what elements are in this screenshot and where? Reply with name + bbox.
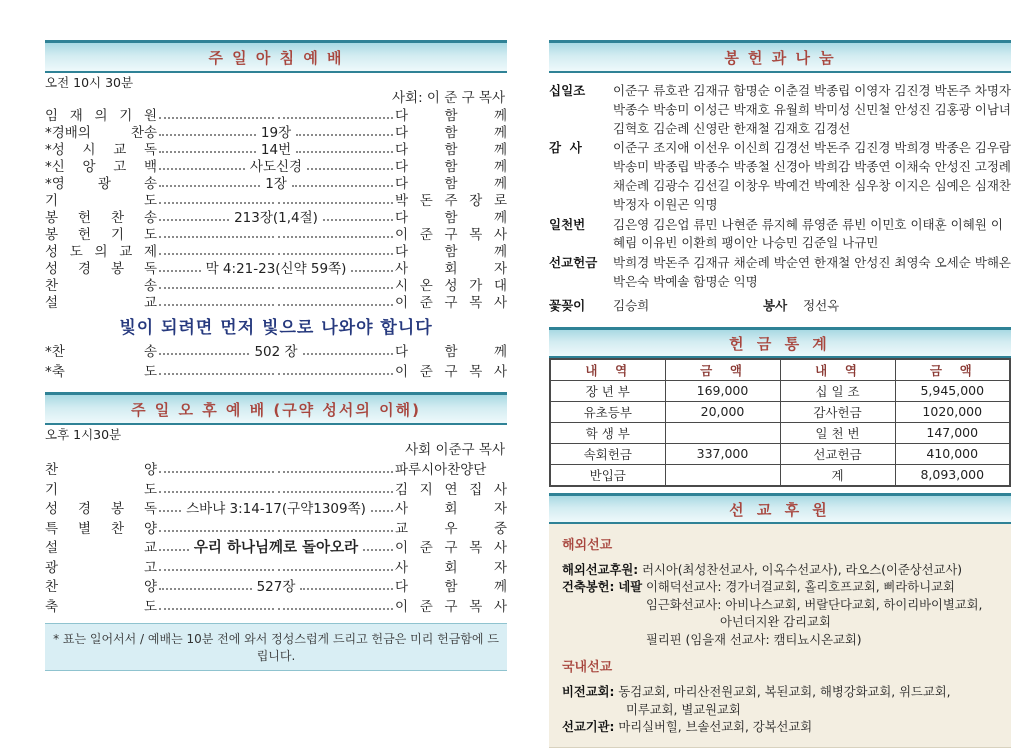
stat-amount: 5,945,000	[895, 380, 1010, 401]
offering-names: 이준구 류호관 김재규 함명순 이춘걸 박종립 이영자 김진경 박돈주 차명자 박종수 박송미 이성근 박재호 유월희 박미성 신민철 안성진 김홍광 이남녀 김혁호 김순례 신영란 한재철 김재호 김경선	[613, 83, 1012, 136]
dotted-leader	[157, 483, 276, 497]
stat-category: 선교헌금	[780, 443, 895, 464]
bulletin-left-page	[45, 40, 507, 671]
afternoon-service-order	[45, 462, 507, 615]
service-row	[45, 159, 507, 175]
offering-statistics-table	[549, 358, 1011, 487]
offering-lists	[549, 82, 1011, 315]
mission-org-text: 마리실버힐, 브솔선교회, 강복선교회	[618, 720, 813, 735]
stat-category: 속회헌금	[550, 443, 665, 464]
service-item-label: 봉 헌 기 도	[45, 227, 157, 243]
stat-category: 반입금	[550, 464, 665, 486]
stat-category: 장 년 부	[550, 380, 665, 401]
service-item-person: 이 준 구 목 사	[395, 227, 507, 243]
dotted-leader	[157, 143, 258, 157]
stat-category: 일 천 번	[780, 422, 895, 443]
morning-service-header: 주 일 아 침 예 배	[45, 40, 507, 73]
bulletin-right-page	[549, 40, 1011, 748]
service-row	[45, 210, 507, 226]
dotted-leader	[157, 522, 276, 536]
dotted-leader	[157, 160, 247, 174]
stat-amount: 1020,000	[895, 401, 1010, 422]
flower-name: 김승희	[613, 297, 650, 313]
mission-org-line	[562, 719, 998, 737]
service-item-person: 이 준 구 목 사	[395, 540, 507, 556]
offering-statistics-header: 헌 금 통 계	[549, 327, 1011, 358]
offering-category-label: 일천번	[549, 216, 586, 232]
dotted-leader	[276, 279, 395, 293]
service-item-person: 사 회 자	[395, 559, 507, 576]
column-header: 금 액	[665, 359, 780, 381]
table-row	[550, 422, 1010, 443]
dotted-leader	[157, 345, 251, 359]
service-row	[45, 501, 507, 518]
stat-amount: 8,093,000	[895, 464, 1010, 486]
stat-amount: 147,000	[895, 422, 1010, 443]
service-item-label: *성 시 교 독	[45, 142, 157, 158]
offering-entry	[549, 82, 1011, 138]
service-item-label: 찬 양	[45, 462, 157, 478]
service-item-label: *찬 송	[45, 344, 157, 360]
service-item-label: 찬 송	[45, 278, 157, 294]
service-item-detail: 사도신경	[249, 159, 303, 175]
worship-footnote: * 표는 일어서서 / 예배는 10분 전에 와서 정성스럽게 드리고 헌금은 미리 헌금함에 드립니다.	[45, 623, 507, 671]
service-name: 정선옥	[803, 297, 840, 313]
stat-category: 계	[780, 464, 895, 486]
service-row	[45, 521, 507, 538]
vision-church-label: 비전교회:	[562, 685, 615, 700]
offering-entry	[549, 139, 1011, 214]
afternoon-sermon-title: 우리 하나님께로 돌아오라	[193, 540, 359, 556]
stat-category: 유초등부	[550, 401, 665, 422]
building-offering-line	[562, 579, 998, 597]
dotted-leader	[157, 581, 254, 595]
service-row	[45, 344, 507, 360]
overseas-support-label: 해외선교후원:	[562, 562, 639, 577]
morning-closing-order	[45, 344, 507, 380]
dotted-leader	[157, 126, 258, 140]
column-header: 내 역	[550, 359, 665, 381]
mission-support-header: 선 교 후 원	[549, 493, 1011, 524]
vision-church-line2: 미루교회, 별교원교회	[626, 702, 741, 717]
dotted-leader	[276, 600, 395, 614]
service-item-label: 설 교	[45, 540, 157, 556]
service-row	[45, 364, 507, 380]
service-item-label: 성 경 봉 독	[45, 261, 157, 277]
service-item-label: *경배의 찬송	[45, 125, 157, 141]
service-item-detail: 19장	[260, 125, 292, 141]
service-item-label: 임 재 의 기 원	[45, 108, 157, 124]
overseas-support-text: 러시아(최성찬선교사, 이옥수선교사), 라오스(이준상선교사)	[642, 562, 963, 577]
service-item-person: 파루시아찬양단	[395, 462, 487, 478]
service-item-person: 다 함 께	[395, 125, 508, 141]
service-item-detail: 213장(1,4절)	[234, 210, 318, 226]
service-item-person: 이 준 구 목 사	[395, 364, 507, 380]
service-item-person: 다 함 께	[395, 108, 507, 124]
table-row	[550, 443, 1010, 464]
morning-service-moderator: 사회: 이 준 구 목사	[391, 90, 505, 106]
dotted-leader	[276, 109, 395, 123]
morning-service-time: 오전 10시 30분	[45, 75, 134, 90]
offering-category-label: 십일조	[549, 83, 586, 98]
building-text: 이해덕선교사: 경가너걸교회, 홀리호프교회, 삐라하니교회	[646, 580, 955, 595]
afternoon-service-time: 오후 1시30분	[45, 427, 122, 442]
service-row	[45, 462, 507, 479]
service-row	[45, 176, 507, 192]
dotted-leader	[276, 228, 395, 242]
dotted-leader	[294, 126, 395, 140]
service-row	[45, 108, 507, 124]
dotted-leader	[157, 365, 276, 379]
service-item-detail: 막 4:21-23(신약 59쪽)	[205, 261, 347, 277]
dotted-leader	[157, 262, 203, 276]
offering-entry	[549, 254, 1011, 292]
vision-church-line	[562, 684, 998, 702]
mission-support-content	[549, 524, 1011, 748]
service-item-label: *영 광 송	[45, 176, 157, 192]
building-line2: 임근화선교사: 아비나스교회, 버랄단다교회, 하이리바이별교회,	[646, 597, 983, 612]
service-row	[45, 244, 507, 260]
service-item-person: 다 함 께	[395, 142, 508, 158]
offering-statistics	[549, 327, 1011, 487]
table-row	[550, 380, 1010, 401]
flower-label: 꽃꽂이	[549, 297, 586, 313]
dotted-leader	[276, 365, 395, 379]
service-item-label: 기 도	[45, 481, 157, 498]
service-row	[45, 560, 507, 577]
dotted-leader	[157, 177, 262, 191]
service-item-person: 교 우 중	[395, 520, 507, 537]
table-row	[550, 401, 1010, 422]
offering-entry	[549, 216, 1011, 254]
stat-amount	[665, 464, 780, 486]
service-item-label: 성 경 봉 독	[45, 501, 157, 517]
dotted-leader	[361, 542, 395, 556]
service-row	[45, 540, 507, 557]
dotted-leader	[157, 109, 276, 123]
building-line4: 필리핀 (임을재 선교사: 캠티뇨시온교회)	[646, 632, 862, 647]
service-item-detail: 1장	[265, 176, 287, 192]
dotted-leader	[157, 464, 276, 478]
offering-category-label: 감 사	[549, 140, 582, 156]
table-header-row	[550, 359, 1010, 381]
dotted-leader	[276, 464, 395, 478]
dotted-leader	[290, 177, 395, 191]
stat-category: 감사헌금	[780, 401, 895, 422]
stat-category: 학 생 부	[550, 422, 665, 443]
sermon-title: 빛이 되려면 먼저 빛으로 나와야 합니다	[119, 318, 433, 338]
offering-names: 김은영 김은업 류민 나현준 류지혜 류영준 류빈 이민호 이태훈 이혜원 이혜림 이유빈 이환희 팽이안 나승민 김준일 나규민	[613, 216, 1003, 251]
dotted-leader	[276, 561, 395, 575]
dotted-leader	[157, 211, 231, 225]
service-item-person: 시 온 성 가 대	[395, 278, 507, 294]
service-item-label: 광 고	[45, 559, 157, 576]
stat-amount: 410,000	[895, 443, 1010, 464]
dotted-leader	[294, 143, 395, 157]
dotted-leader	[369, 503, 395, 517]
service-item-person: 박 돈 주 장 로	[395, 193, 507, 209]
dotted-leader	[276, 194, 395, 208]
table-row	[550, 464, 1010, 486]
dotted-leader	[276, 296, 395, 310]
domestic-mission-heading: 국내선교	[562, 660, 613, 676]
service-row	[45, 193, 507, 209]
mission-org-label: 선교기관:	[562, 720, 615, 735]
service-row	[45, 482, 507, 499]
service-item-label: 축 도	[45, 598, 157, 615]
dotted-leader	[276, 245, 395, 259]
service-item-person: 사 회 자	[395, 501, 508, 517]
offering-sharing-header: 봉 헌 과 나 눔	[549, 40, 1011, 73]
service-item-person: 다 함 께	[395, 210, 508, 226]
dotted-leader	[157, 296, 276, 310]
service-item-person: 다 함 께	[395, 344, 508, 360]
dotted-leader	[157, 194, 276, 208]
service-item-detail: 14번	[260, 142, 292, 158]
service-row	[45, 278, 507, 294]
dotted-leader	[305, 160, 395, 174]
afternoon-service-header: 주 일 오 후 예 배 (구약 성서의 이해)	[45, 392, 507, 425]
dotted-leader	[157, 600, 276, 614]
stat-amount: 337,000	[665, 443, 780, 464]
service-row	[45, 227, 507, 243]
afternoon-service-moderator: 사회 이준구 목사	[405, 442, 505, 458]
service-row	[45, 142, 507, 158]
dotted-leader	[276, 522, 395, 536]
service-item-person: 김 지 연 집 사	[395, 481, 507, 498]
service-item-label: *축 도	[45, 364, 157, 380]
service-item-label: *신 앙 고 백	[45, 159, 157, 175]
overseas-support-line	[562, 562, 998, 580]
building-offering-label: 건축봉헌:	[562, 580, 615, 595]
service-item-person: 다 함 께	[395, 159, 508, 175]
service-row	[45, 579, 507, 596]
dotted-leader	[157, 245, 276, 259]
mission-support	[549, 493, 1011, 748]
service-item-person: 다 함 께	[395, 176, 508, 192]
dotted-leader	[298, 581, 395, 595]
stat-amount: 20,000	[665, 401, 780, 422]
offering-category-label: 선교헌금	[549, 255, 598, 271]
dotted-leader	[301, 345, 395, 359]
service-label: 봉사	[763, 297, 788, 313]
dotted-leader	[321, 211, 395, 225]
dotted-leader	[157, 279, 276, 293]
dotted-leader	[157, 503, 183, 517]
offering-names: 이준구 조지애 이선우 이신희 김경선 박돈주 김진경 박희경 박종은 김우람 박송미 박종립 박종수 박종철 신경아 박희감 박종연 이채숙 안성진 고정례 채순례 김광수 김선길 이창우 박예건 박예찬 심우창 이지은 심예은 심재찬 박정자 이원곤 익명	[613, 140, 1012, 212]
dotted-leader	[157, 542, 191, 556]
service-item-detail: 527장	[256, 579, 296, 595]
morning-service-order	[45, 108, 507, 311]
service-row	[45, 261, 507, 277]
overseas-mission-heading: 해외선교	[562, 537, 613, 553]
service-item-label: 기 도	[45, 193, 157, 209]
flower-service-row	[549, 297, 1011, 315]
dotted-leader	[276, 483, 395, 497]
service-row	[45, 599, 507, 616]
dotted-leader	[157, 561, 276, 575]
service-item-detail: 502 장	[254, 344, 298, 360]
service-row	[45, 125, 507, 141]
service-item-label: 성 도 의 교 제	[45, 244, 157, 260]
service-item-person: 이 준 구 목 사	[395, 598, 507, 615]
service-item-person: 다 함 께	[395, 579, 507, 595]
building-line3: 아넌더지완 감리교회	[720, 615, 831, 630]
building-country: 네팔	[618, 580, 643, 595]
service-item-label: 특 별 찬 양	[45, 520, 157, 537]
dotted-leader	[157, 228, 276, 242]
vision-church-text: 동검교회, 마리산전원교회, 복된교회, 해병강화교회, 위드교회,	[618, 685, 951, 700]
service-item-person: 사 회 자	[395, 261, 508, 277]
service-item-person: 이 준 구 목 사	[395, 295, 507, 311]
service-item-person: 다 함 께	[395, 244, 507, 260]
stat-category: 십 일 조	[780, 380, 895, 401]
service-item-label: 찬 양	[45, 579, 157, 595]
service-item-detail: 스바냐 3:14-17(구약1309쪽)	[186, 501, 366, 517]
column-header: 내 역	[780, 359, 895, 381]
stat-amount: 169,000	[665, 380, 780, 401]
column-header: 금 액	[895, 359, 1010, 381]
service-item-label: 설 교	[45, 295, 157, 311]
service-item-label: 봉 헌 찬 송	[45, 210, 157, 226]
offering-names: 박희경 박돈주 김재규 채순례 박순연 한재철 안성진 최영숙 오세순 박해온 박은숙 박예솔 함명순 익명	[613, 255, 1012, 289]
service-row	[45, 295, 507, 311]
stat-amount	[665, 422, 780, 443]
dotted-leader	[349, 262, 395, 276]
